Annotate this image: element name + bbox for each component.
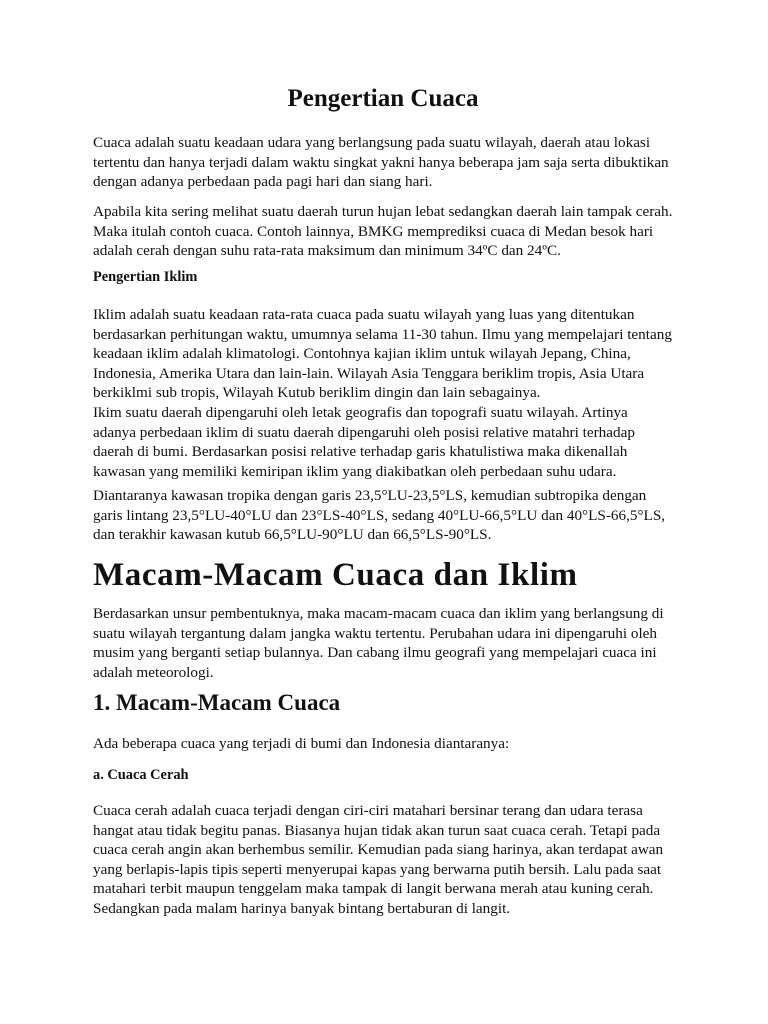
paragraph-iklim-zones: Diantaranya kawasan tropika dengan garis 23,5°LU-23,5°LS, kemudian subtropika dengan garis lintang 23,5°LU-40°LU dan 23°LS-40°LS, sedang 40°LU-66,5°LU dan 40°LS-66,5°LS, dan terakhir kawasan kutub 66,5°LU-90°LU dan 66,5°LS-90°LS. — [93, 487, 666, 544]
paragraph-iklim-definition: Iklim adalah suatu keadaan rata-rata cuaca pada suatu wilayah yang luas yang ditentukan berdasarkan perhitungan waktu, umumnya selama 11-30 tahun. Ilmu yang mempelajari tentang keadaan iklim adalah klimatologi. Contohnya kajian iklim untuk wilayah Jepang, China, Indonesia, Amerika Utara dan lain-lain. Wilayah Asia Tenggara beriklim tropis, Asia Utara berkiklmi sub tropis, Wilayah Kutub beriklim dingin dan lain sebagainya. — [93, 306, 672, 402]
paragraph-macam-cuaca-intro: Ada beberapa cuaca yang terjadi di bumi dan Indonesia diantaranya: — [93, 735, 510, 752]
section-heading-macam-cuaca-iklim: Macam-Macam Cuaca dan Iklim — [93, 557, 578, 593]
subheading-pengertian-iklim: Pengertian Iklim — [93, 269, 198, 285]
subheading-cuaca-cerah: a. Cuaca Cerah — [93, 767, 189, 783]
paragraph-cuaca-example: Apabila kita sering melihat suatu daerah turun hujan lebat sedangkan daerah lain tampak cerah. Maka itulah contoh cuaca. Contoh lainnya, BMKG memprediksi cuaca di Medan besok hari adalah cerah dengan suhu rata-rata maksimum dan minimum 34ºC dan 24ºC. — [93, 203, 673, 260]
subsection-heading-macam-cuaca: 1. Macam-Macam Cuaca — [93, 690, 341, 715]
paragraph-cuaca-cerah: Cuaca cerah adalah cuaca terjadi dengan ciri-ciri matahari bersinar terang dan udara terasa hangat atau tidak begitu panas. Biasanya hujan tidak akan turun saat cuaca cerah. Tetapi pada cuaca cerah angin akan berhembus semilir. Kemudian pada siang harinya, akan terdapat awan yang berlapis-lapis tipis seperti menyerupai kapas yang berwarna putih bersih. Lalu pada saat matahari terbit maupun tenggelam maka tampak di langit berwana merah atau kuning cerah. Sedangkan pada malam harinya banyak bintang bertaburan di langit. — [93, 802, 664, 917]
paragraph-iklim-factors: Ikim suatu daerah dipengaruhi oleh letak geografis dan topografi suatu wilayah. Artinya adanya perbedaan iklim di suatu daerah dipengaruhi oleh posisi relative matahri terhadap daerah di bumi. Berdasarkan posisi relative terhadap garis khatulistiwa maka dikenallah kawasan yang memiliki kemiripan iklim yang diakibatkan oleh perbedaan suhu udara. — [93, 404, 635, 480]
page-title: Pengertian Cuaca — [287, 85, 479, 112]
paragraph-cuaca-definition: Cuaca adalah suatu keadaan udara yang berlangsung pada suatu wilayah, daerah atau lokasi tertentu dan hanya terjadi dalam waktu singkat yakni hanya beberapa jam saja serta dibuktikan dengan adanya perbedaan pada pagi hari dan siang hari. — [93, 134, 669, 191]
paragraph-macam-intro: Berdasarkan unsur pembentuknya, maka macam-macam cuaca dan iklim yang berlangsung di suatu wilayah tergantung dalam jangka waktu tertentu. Perubahan udara ini dipengaruhi oleh musim yang berganti setiap bulannya. Dan cabang ilmu geografi yang mempelajari cuaca ini adalah meteorologi. — [93, 605, 664, 681]
